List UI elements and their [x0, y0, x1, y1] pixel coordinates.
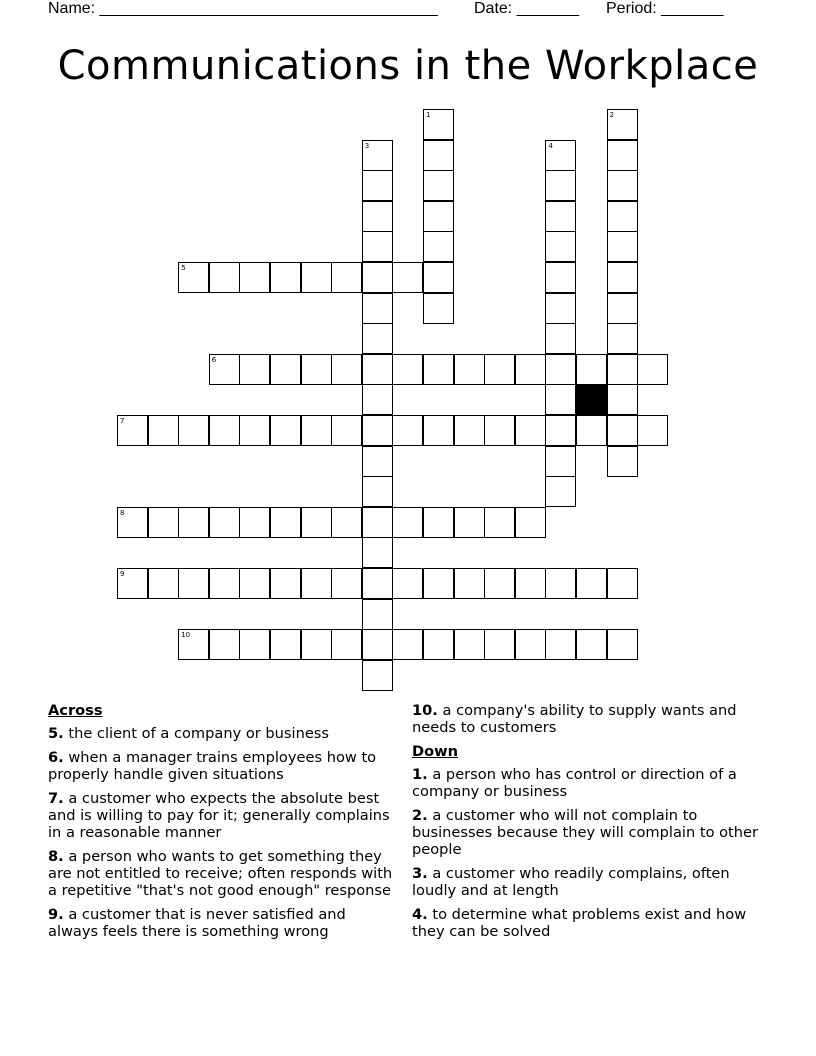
crossword-cell[interactable] — [301, 415, 332, 446]
crossword-cell[interactable] — [423, 415, 454, 446]
crossword-cell[interactable] — [362, 629, 393, 660]
down-clue-1: 1. a person who has control or direction of a company or business — [412, 766, 737, 800]
crossword-cell[interactable] — [270, 415, 301, 446]
clue-number: 3 — [364, 141, 370, 150]
crossword-cell[interactable] — [607, 170, 638, 201]
crossword-cell[interactable] — [301, 568, 332, 599]
crossword-cell[interactable] — [362, 537, 393, 568]
crossword-cell[interactable] — [454, 568, 485, 599]
crossword-cell[interactable] — [545, 629, 576, 660]
crossword-cell[interactable] — [454, 415, 485, 446]
crossword-cell[interactable] — [178, 568, 209, 599]
crossword-cell[interactable] — [576, 629, 607, 660]
clue-number: 7 — [120, 417, 125, 425]
down-clue-3: 3. a customer who readily complains, often loudly and at length — [412, 865, 730, 899]
crossword-cell[interactable] — [331, 262, 362, 293]
crossword-cell[interactable] — [423, 170, 454, 201]
crossword-cell[interactable] — [362, 201, 393, 232]
crossword-cell[interactable] — [545, 170, 576, 201]
crossword-cell[interactable] — [239, 568, 270, 599]
crossword-cell[interactable] — [545, 354, 576, 385]
puzzle-title: Communications in the Workplace — [57, 43, 759, 89]
crossword-cell[interactable] — [148, 415, 179, 446]
crossword-cell[interactable] — [209, 415, 240, 446]
clue-number: 10 — [181, 631, 191, 640]
crossword-cell[interactable] — [576, 568, 607, 599]
crossword-cell[interactable] — [423, 507, 454, 538]
crossword-cell[interactable] — [301, 354, 332, 385]
crossword-cell[interactable] — [607, 354, 638, 385]
crossword-cell[interactable] — [607, 384, 638, 415]
crossword-cell[interactable] — [484, 507, 515, 538]
crossword-cell[interactable] — [362, 476, 393, 507]
crossword-cell[interactable] — [362, 568, 393, 599]
crossword-cell[interactable] — [362, 354, 393, 385]
crossword-cell[interactable] — [392, 415, 423, 446]
crossword-cell[interactable] — [270, 262, 301, 293]
crossword-cell[interactable] — [270, 629, 301, 660]
crossword-cell[interactable] — [301, 507, 332, 538]
crossword-cell[interactable] — [392, 507, 423, 538]
crossword-cell[interactable] — [607, 323, 638, 354]
across-clue-8: 8. a person who wants to get something they are not entitled to receive; often responds with a repetitive "that's not good enough" response — [48, 848, 393, 899]
crossword-cell[interactable] — [607, 446, 638, 477]
crossword-cell[interactable] — [423, 354, 454, 385]
crossword-cell[interactable] — [545, 140, 576, 171]
crossword-cell[interactable] — [178, 507, 209, 538]
crossword-cell[interactable] — [423, 231, 454, 262]
crossword-cell[interactable] — [607, 568, 638, 599]
crossword-cell[interactable] — [545, 201, 576, 232]
crossword-cell[interactable] — [423, 109, 454, 140]
crossword-cell[interactable] — [423, 201, 454, 232]
across-clue-9: 9. a customer that is never satisfied and always feels there is something wrong — [48, 906, 346, 940]
clues-column-right — [412, 702, 762, 947]
crossword-cell[interactable] — [362, 507, 393, 538]
crossword-cell[interactable] — [607, 201, 638, 232]
clue-number: 9 — [120, 570, 125, 578]
crossword-cell[interactable] — [607, 415, 638, 446]
across-clue-5: 5. the client of a company or business — [48, 725, 330, 742]
crossword-cell[interactable] — [545, 323, 576, 354]
crossword-cell[interactable] — [239, 415, 270, 446]
crossword-cell[interactable] — [239, 629, 270, 660]
crossword-cell[interactable] — [148, 568, 179, 599]
crossword-cell[interactable] — [117, 507, 148, 538]
crossword-cell[interactable] — [423, 293, 454, 324]
crossword-cell[interactable] — [545, 476, 576, 507]
crossword-cell[interactable] — [607, 629, 638, 660]
student-info-header — [48, 0, 768, 20]
crossword-cell[interactable] — [301, 629, 332, 660]
crossword-cell[interactable] — [515, 507, 546, 538]
crossword-cell[interactable] — [362, 384, 393, 415]
clue-number: 5 — [181, 264, 186, 272]
crossword-cell[interactable] — [607, 140, 638, 171]
crossword-cell[interactable] — [607, 231, 638, 262]
clue-number: 4 — [548, 141, 553, 150]
crossword-cell[interactable] — [484, 415, 515, 446]
crossword-cell[interactable] — [331, 415, 362, 446]
crossword-cell[interactable] — [239, 354, 270, 385]
crossword-cell[interactable] — [484, 568, 515, 599]
crossword-cell[interactable] — [545, 568, 576, 599]
crossword-cell[interactable] — [392, 262, 423, 293]
crossword-cell[interactable] — [423, 629, 454, 660]
crossword-cell[interactable] — [545, 262, 576, 293]
crossword-cell[interactable] — [301, 262, 332, 293]
crossword-cell[interactable] — [209, 629, 240, 660]
crossword-cell[interactable] — [331, 354, 362, 385]
crossword-cell[interactable] — [576, 354, 607, 385]
period-field[interactable]: Period: _______ — [606, 0, 724, 17]
crossword-grid — [117, 109, 673, 695]
crossword-cell[interactable] — [545, 231, 576, 262]
crossword-cell[interactable] — [362, 293, 393, 324]
crossword-cell[interactable] — [178, 629, 209, 660]
across-heading: Across — [48, 702, 103, 719]
crossword-cell[interactable] — [362, 660, 393, 691]
crossword-cell[interactable] — [331, 568, 362, 599]
clue-number: 2 — [609, 111, 615, 119]
crossword-cell[interactable] — [331, 507, 362, 538]
crossword-cell[interactable] — [545, 446, 576, 477]
across-clue-6: 6. when a manager trains employees how to properly handle given situations — [48, 749, 377, 783]
crossword-cell[interactable] — [515, 629, 546, 660]
crossword-cell[interactable] — [545, 415, 576, 446]
crossword-cell[interactable] — [607, 109, 638, 140]
crossword-cell[interactable] — [178, 262, 209, 293]
crossword-cell[interactable] — [454, 629, 485, 660]
crossword-cell[interactable] — [576, 415, 607, 446]
crossword-cell[interactable] — [209, 262, 240, 293]
across-clue-10: 10. a company's ability to supply wants and needs to customers — [412, 702, 737, 736]
crossword-cell[interactable] — [148, 507, 179, 538]
crossword-cell[interactable] — [362, 323, 393, 354]
date-field[interactable]: Date: _______ — [474, 0, 579, 17]
crossword-cell[interactable] — [362, 415, 393, 446]
crossword-cell[interactable] — [362, 446, 393, 477]
crossword-cell[interactable] — [178, 415, 209, 446]
crossword-cell[interactable] — [515, 568, 546, 599]
clue-number: 8 — [120, 508, 125, 517]
crossword-cell[interactable] — [362, 262, 393, 293]
down-clue-2: 2. a customer who will not complain to businesses because they will complain to other people — [412, 807, 759, 858]
crossword-cell[interactable] — [637, 415, 668, 446]
crossword-cell[interactable] — [484, 629, 515, 660]
crossword-cell[interactable] — [270, 354, 301, 385]
crossword-cell[interactable] — [270, 568, 301, 599]
down-heading: Down — [412, 743, 459, 760]
crossword-cell[interactable] — [362, 170, 393, 201]
crossword-cell[interactable] — [423, 568, 454, 599]
crossword-cell[interactable] — [117, 568, 148, 599]
crossword-cell[interactable] — [392, 629, 423, 660]
crossword-cell[interactable] — [423, 262, 454, 293]
crossword-cell[interactable] — [637, 354, 668, 385]
crossword-cell[interactable] — [423, 140, 454, 171]
crossword-cell[interactable] — [545, 293, 576, 324]
crossword-cell[interactable] — [117, 415, 148, 446]
crossword-cell[interactable] — [392, 354, 423, 385]
name-field[interactable]: Name: ______________________________________ — [48, 0, 438, 17]
crossword-cell[interactable] — [362, 599, 393, 630]
crossword-cell[interactable] — [362, 140, 393, 171]
clues-column-left — [48, 702, 393, 947]
crossword-cell[interactable] — [209, 354, 240, 385]
black-square — [576, 384, 607, 415]
crossword-cell[interactable] — [239, 262, 270, 293]
crossword-cell[interactable] — [392, 568, 423, 599]
crossword-cell[interactable] — [270, 507, 301, 538]
crossword-cell[interactable] — [515, 354, 546, 385]
clue-number: 1 — [426, 111, 431, 119]
crossword-cell[interactable] — [454, 507, 485, 538]
crossword-cell[interactable] — [607, 293, 638, 324]
clue-number: 6 — [211, 355, 217, 364]
crossword-cell[interactable] — [209, 507, 240, 538]
down-clue-4: 4. to determine what problems exist and how they can be solved — [412, 906, 747, 940]
crossword-cell[interactable] — [362, 231, 393, 262]
crossword-cell[interactable] — [607, 262, 638, 293]
crossword-cell[interactable] — [484, 354, 515, 385]
crossword-cell[interactable] — [331, 629, 362, 660]
crossword-cell[interactable] — [239, 507, 270, 538]
crossword-cell[interactable] — [515, 415, 546, 446]
across-clue-7: 7. a customer who expects the absolute best and is willing to pay for it; generally complains in a reasonable manner — [48, 790, 390, 841]
crossword-cell[interactable] — [545, 384, 576, 415]
crossword-cell[interactable] — [454, 354, 485, 385]
crossword-cell[interactable] — [209, 568, 240, 599]
